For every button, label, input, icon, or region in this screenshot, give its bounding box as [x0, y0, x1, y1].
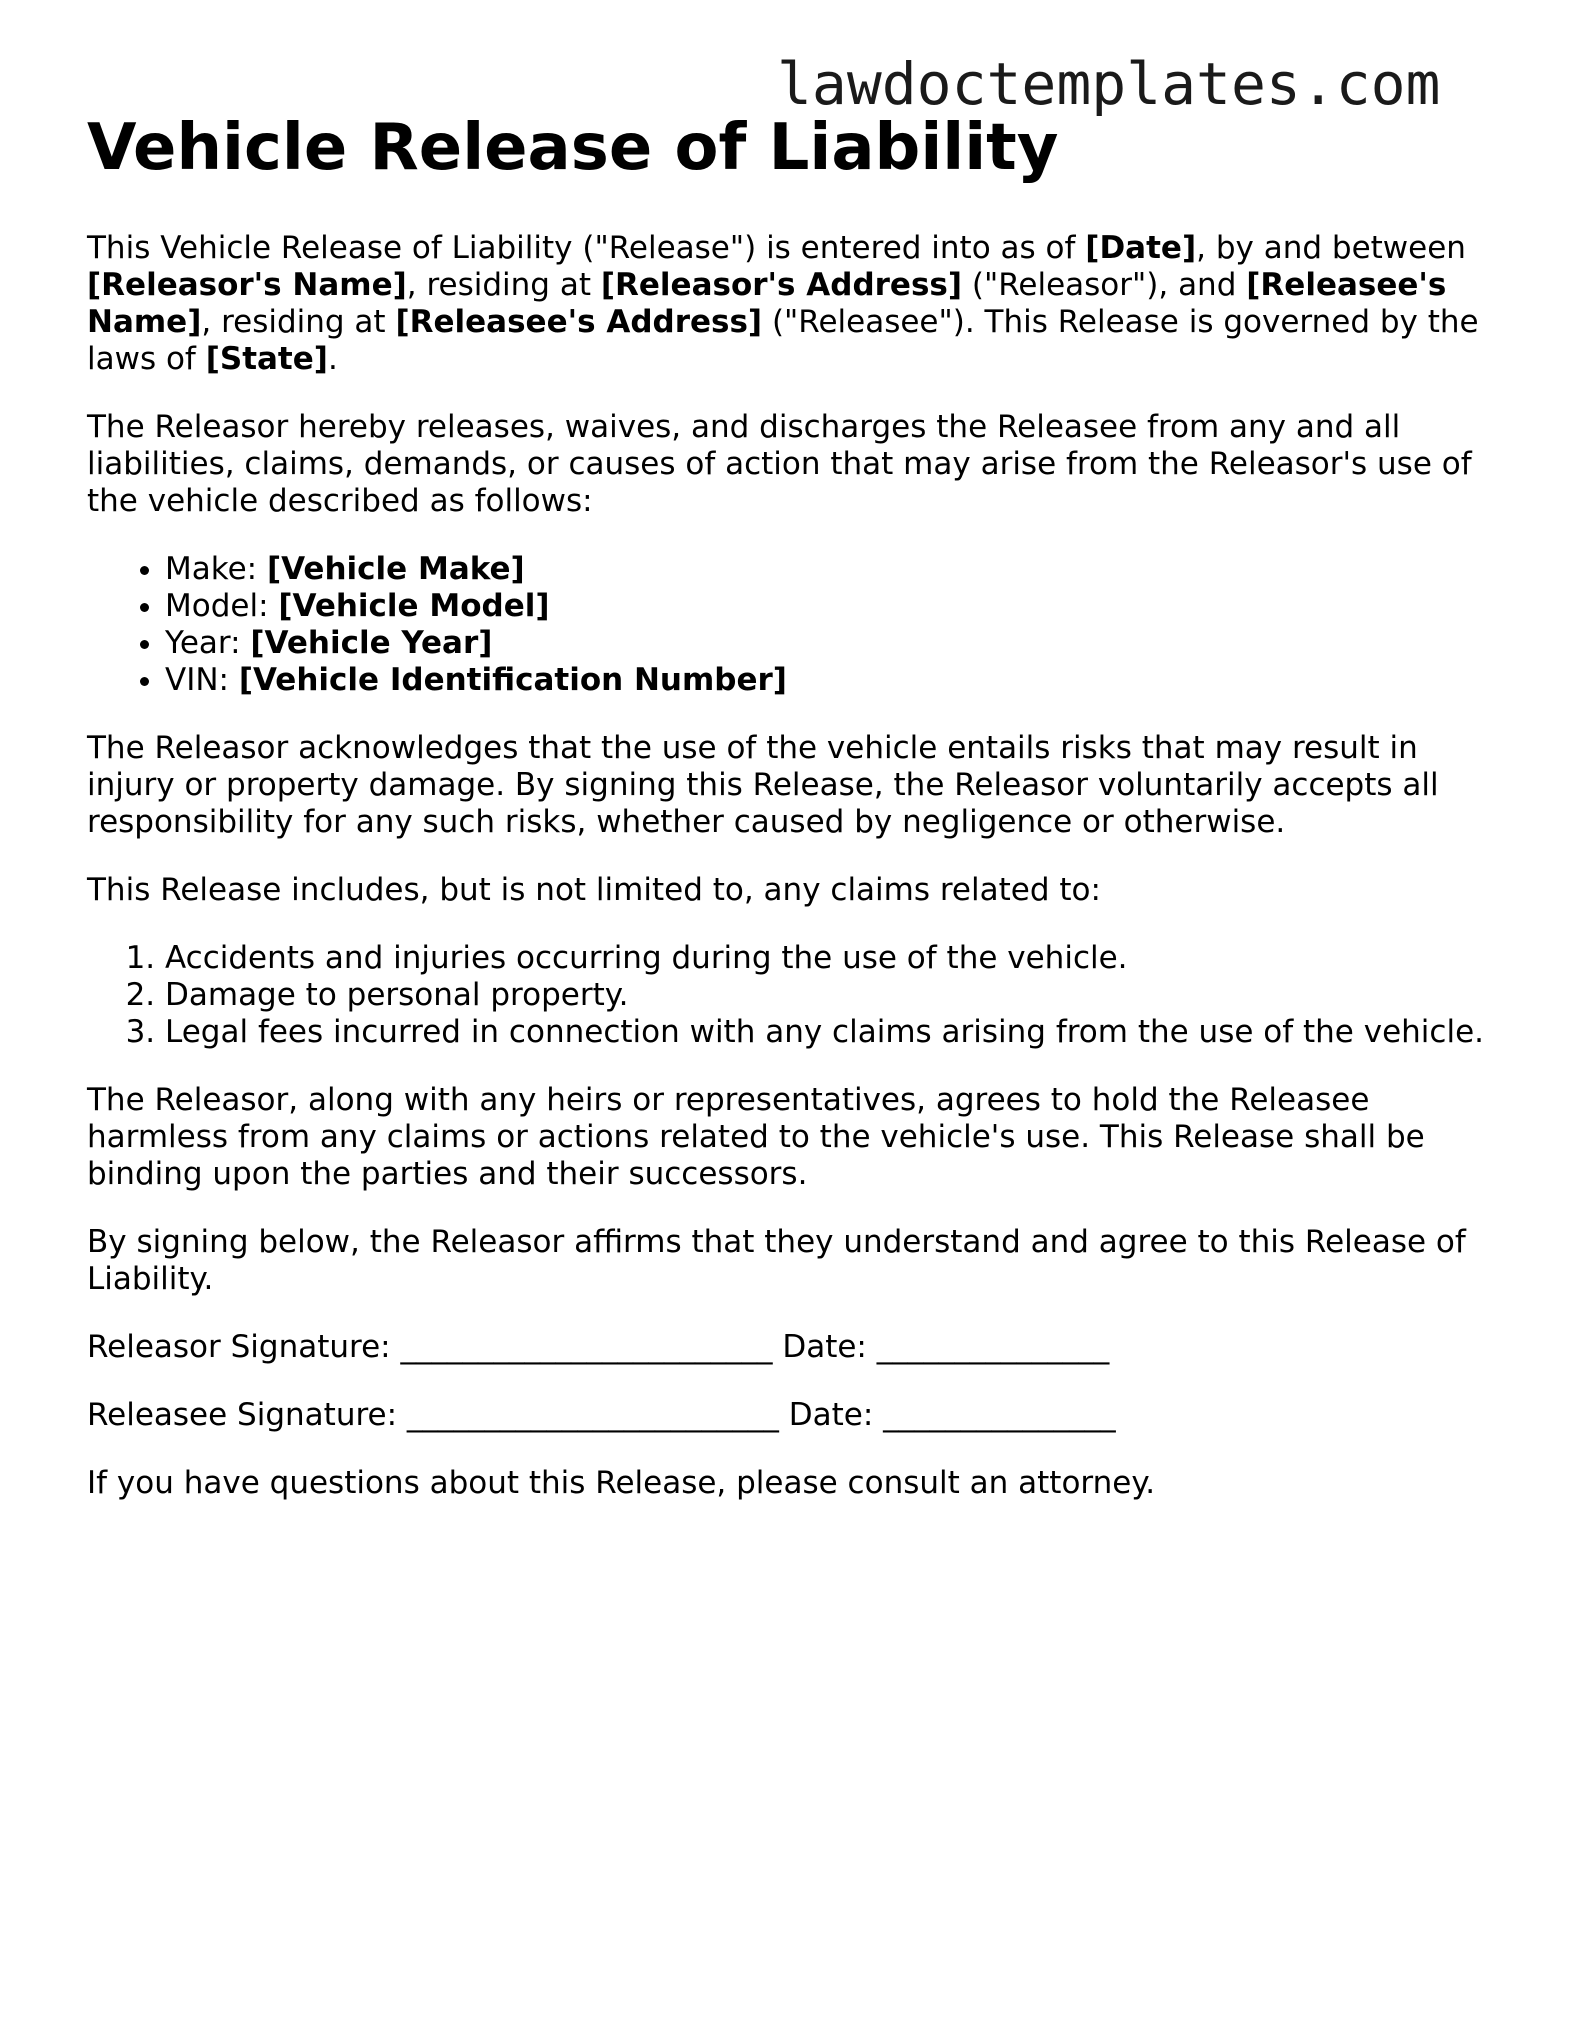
vehicle-make-label: Make: — [165, 551, 267, 587]
releasee-name-placeholder: [Releasee's Name] — [87, 267, 1447, 340]
releasor-name-placeholder: [Releasor's Name] — [87, 267, 407, 303]
document-page — [87, 108, 1497, 1502]
claim-item: 2. Damage to personal property. — [165, 977, 1497, 1014]
claim-item: 1. Accidents and injuries occurring during the use of the vehicle. — [165, 940, 1497, 977]
vehicle-vin-item — [165, 662, 1497, 699]
claims-list — [87, 940, 1497, 1051]
vehicle-make-item — [165, 551, 1497, 588]
releasee-address-placeholder: [Releasee's Address] — [395, 304, 763, 340]
vehicle-year-item — [165, 625, 1497, 662]
intro-text: , residing at — [201, 304, 396, 340]
closing-note: If you have questions about this Release, please consult an attorney. — [87, 1465, 1156, 1501]
affirm-paragraph: By signing below, the Releasor affirms that they understand and agree to this Release of Liability. — [87, 1224, 1466, 1297]
releasor-address-placeholder: [Releasor's Address] — [600, 267, 963, 303]
intro-text: ("Releasee"). This Release is governed by the laws of — [87, 304, 1479, 377]
vehicle-model-item — [165, 588, 1497, 625]
intro-text: This Vehicle Release of Liability ("Release") is entered into as of — [87, 230, 1086, 266]
intro-text: , residing at — [406, 267, 601, 303]
vehicle-make-placeholder: [Vehicle Make] — [266, 551, 525, 587]
vehicle-year-placeholder: [Vehicle Year] — [250, 625, 493, 661]
intro-text: . — [327, 341, 338, 377]
vehicle-details-list — [87, 551, 1497, 699]
includes-intro: This Release includes, but is not limited to, any claims related to: — [87, 872, 1101, 908]
vehicle-year-label: Year: — [165, 625, 251, 661]
intro-text: , by and between — [1196, 230, 1466, 266]
vehicle-vin-label: VIN: — [165, 662, 239, 698]
intro-text: ("Releasor"), and — [962, 267, 1247, 303]
intro-paragraph — [87, 230, 1497, 378]
releasee-signature-line: Releasee Signature: ________________________ Date: _______________ — [87, 1397, 1116, 1433]
claim-item: 3. Legal fees incurred in connection with any claims arising from the use of the vehicle. — [165, 1014, 1497, 1051]
releasor-signature-line: Releasor Signature: ________________________ Date: _______________ — [87, 1329, 1110, 1365]
vehicle-model-placeholder: [Vehicle Model] — [278, 588, 550, 624]
page-title: Vehicle Release of Liability — [87, 111, 1059, 185]
date-placeholder: [Date] — [1085, 230, 1197, 266]
vehicle-model-label: Model: — [165, 588, 279, 624]
state-placeholder: [State] — [205, 341, 328, 377]
site-watermark: lawdoctemplates.com — [777, 50, 1441, 118]
hold-harmless-paragraph: The Releasor, along with any heirs or representatives, agrees to hold the Releasee harmless from any claims or actions related to the vehicle's use. This Release shall be binding upon the parties and their successors. — [87, 1082, 1425, 1192]
risk-paragraph: The Releasor acknowledges that the use of the vehicle entails risks that may result in injury or property damage. By signing this Release, the Releasor voluntarily accepts all responsibility for any such risks, whether caused by negligence or otherwise. — [87, 730, 1439, 840]
vehicle-vin-placeholder: [Vehicle Identification Number] — [238, 662, 787, 698]
release-paragraph: The Releasor hereby releases, waives, and discharges the Releasee from any and all liabilities, claims, demands, or causes of action that may arise from the Releasor's use of the vehicle described as follows: — [87, 409, 1472, 519]
